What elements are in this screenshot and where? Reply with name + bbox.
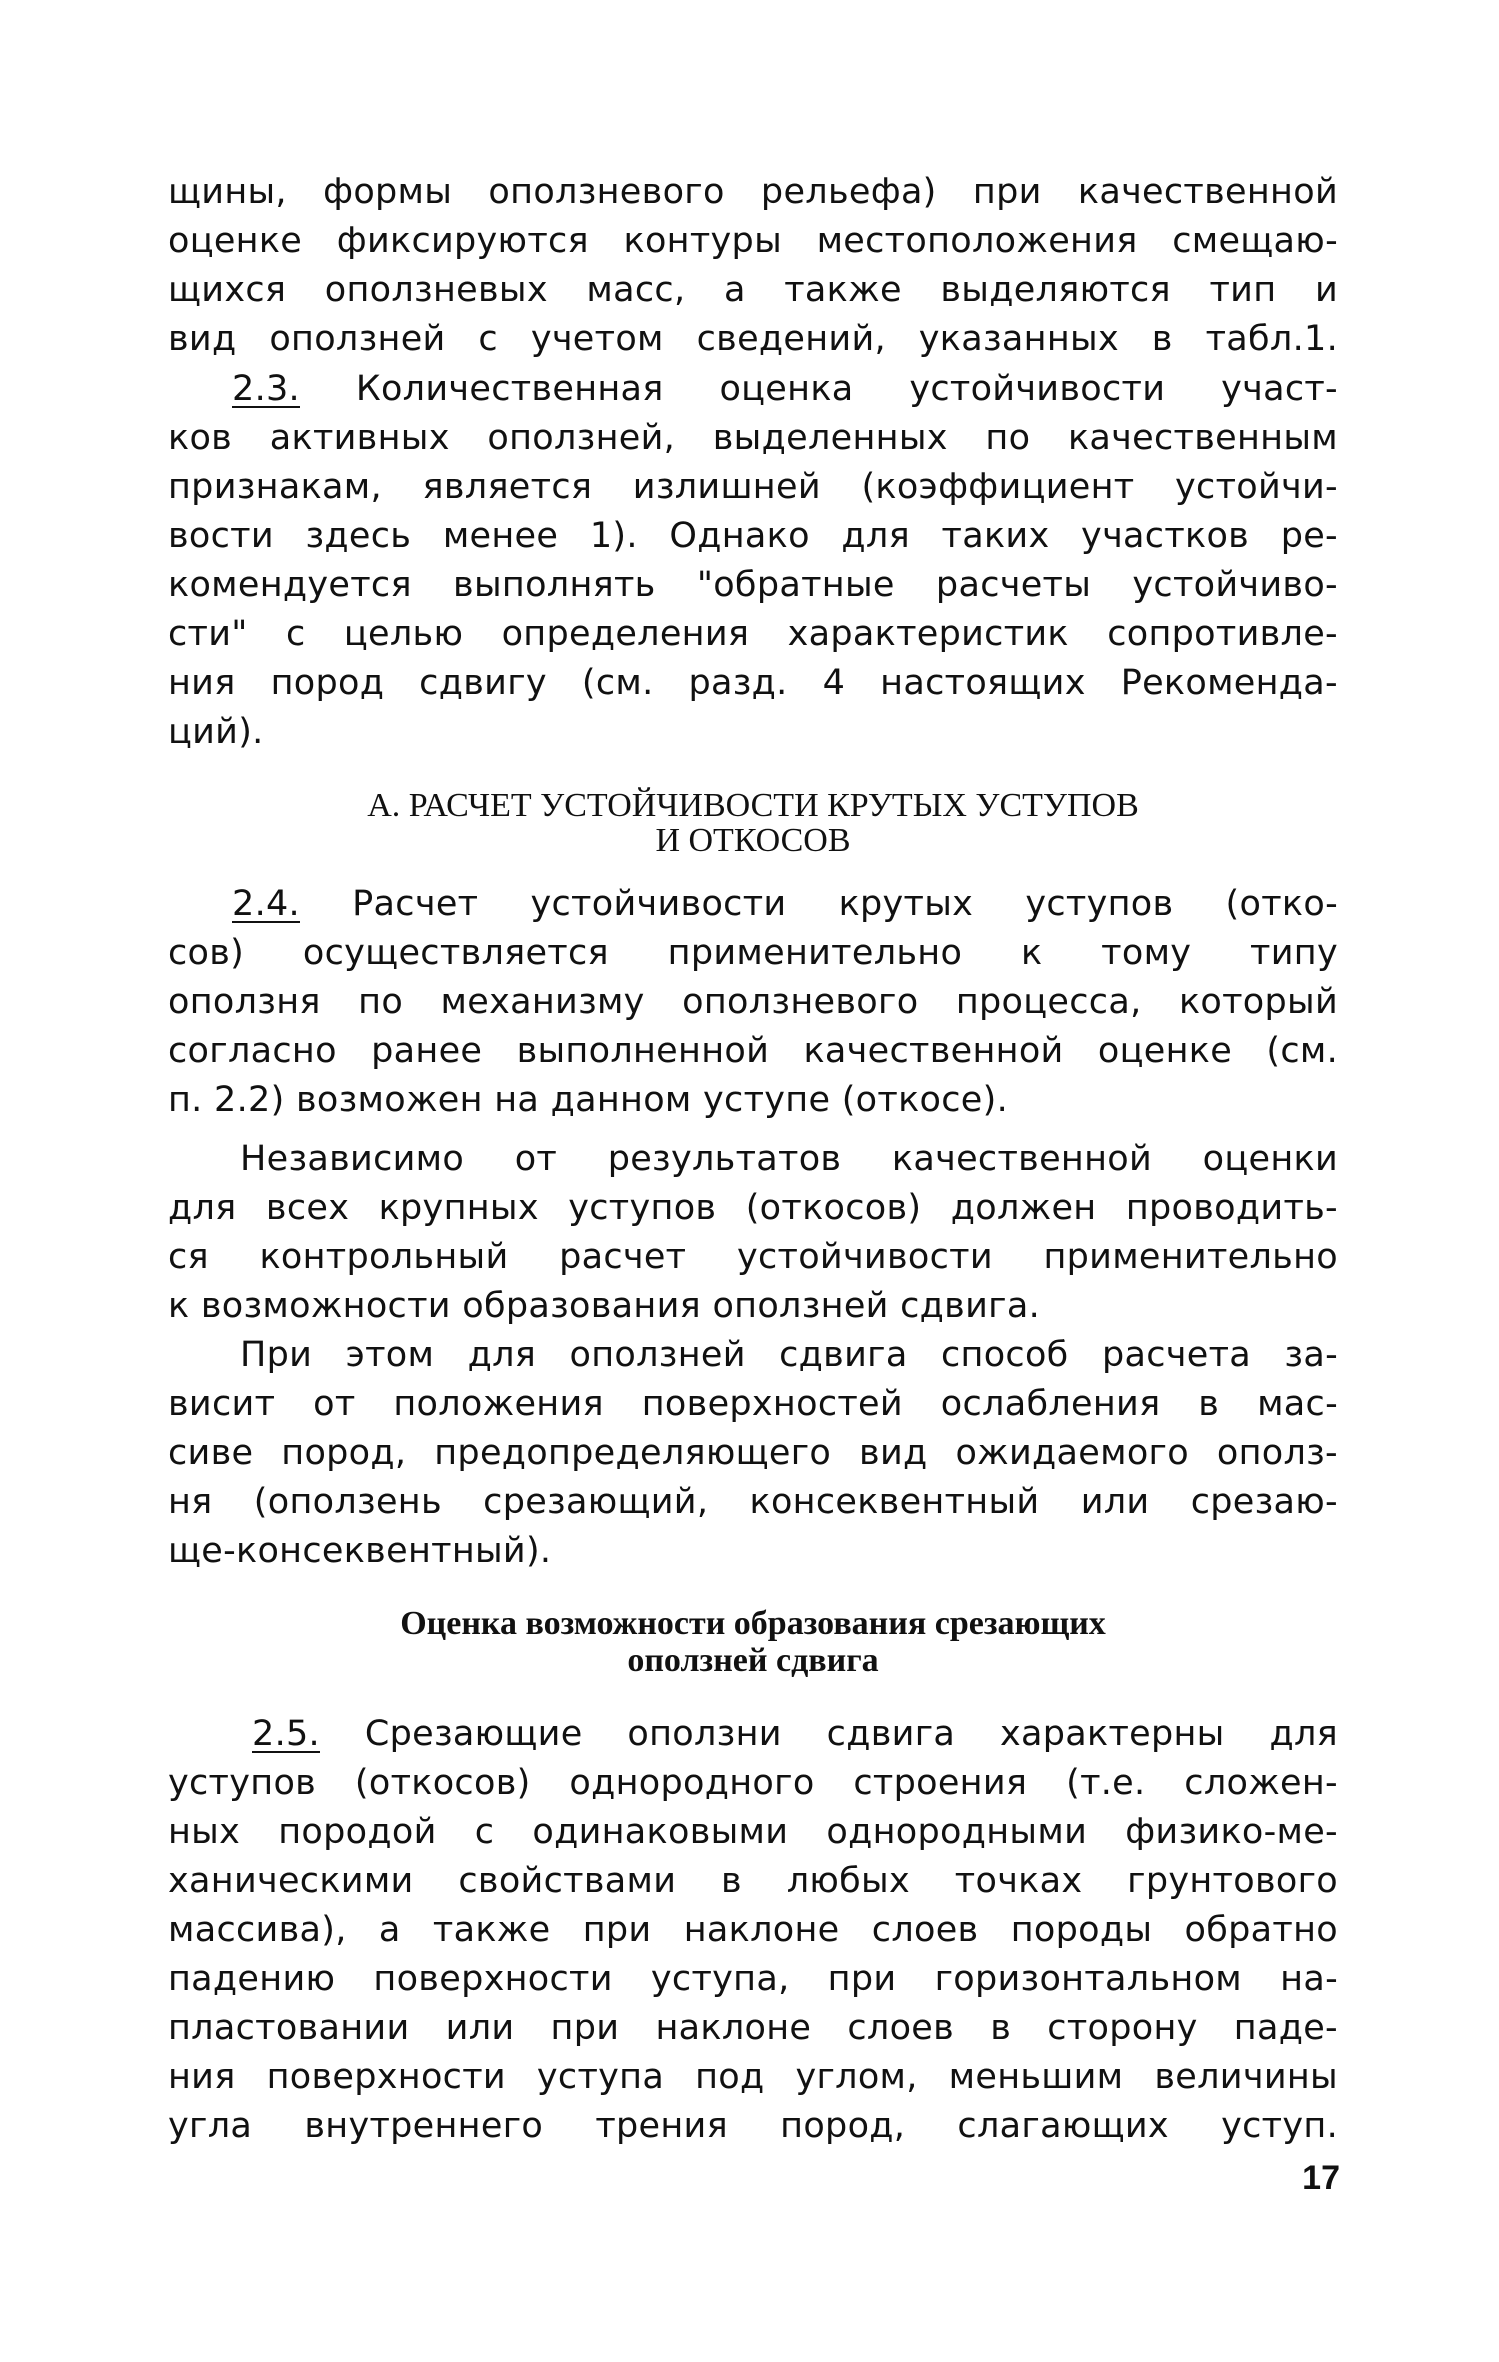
text-line: ханическими свойствами в любых точках грунтового: [168, 1861, 1338, 1901]
text-line: массива), а также при наклоне слоев породы обратно: [168, 1910, 1338, 1950]
text-line: сов) осуществляется применительно к тому типу: [168, 933, 1338, 973]
text-line: ния поверхности уступа под углом, меньшим величины: [168, 2057, 1338, 2097]
paragraph-2-5-first-line: 2.5. Срезающие оползни сдвига характерны для: [252, 1714, 1338, 1754]
text-line: сти" с целью определения характеристик сопротивле-: [168, 614, 1338, 654]
text-line: угла внутреннего трения пород, слагающих уступ.: [168, 2106, 1338, 2146]
text-line: ще-консеквентный).: [168, 1531, 552, 1571]
section-heading-line: А. РАСЧЕТ УСТОЙЧИВОСТИ КРУТЫХ УСТУПОВ: [367, 787, 1139, 824]
text-line: признакам, является излишней (коэффициент устойчи-: [168, 467, 1338, 507]
text-line: пластовании или при наклоне слоев в сторону паде-: [168, 2008, 1338, 2048]
text-line: щины, формы оползневого рельефа) при качественной: [168, 172, 1338, 212]
text-line: висит от положения поверхностей ослабления в мас-: [168, 1384, 1338, 1424]
text-line: ня (оползень срезающий, консеквентный или срезаю-: [168, 1482, 1338, 1522]
text-line: вид оползней с учетом сведений, указанных в табл.1.: [168, 319, 1338, 359]
text-line: согласно ранее выполненной качественной оценке (см.: [168, 1031, 1338, 1071]
page-number: 17: [1302, 2159, 1340, 2197]
text-line: уступов (откосов) однородного строения (т.е. сложен-: [168, 1763, 1338, 1803]
paragraph-2-4-first-line: 2.4. Расчет устойчивости крутых уступов (отко-: [232, 884, 1338, 924]
text-line: ков активных оползней, выделенных по качественным: [168, 418, 1338, 458]
paragraph-2-3-first-line: 2.3. Количественная оценка устойчивости участ-: [232, 369, 1338, 409]
text-line: ся контрольный расчет устойчивости применительно: [168, 1237, 1338, 1277]
text-line: щихся оползневых масс, а также выделяются тип и: [168, 270, 1338, 310]
section-heading-line: оползней сдвига: [627, 1642, 879, 1679]
text-line: вости здесь менее 1). Однако для таких участков ре-: [168, 516, 1338, 556]
text-line: оползня по механизму оползневого процесса, который: [168, 982, 1338, 1022]
section-heading-line: И ОТКОСОВ: [655, 822, 851, 859]
text-line: сиве пород, предопределяющего вид ожидаемого ополз-: [168, 1433, 1338, 1473]
text-line: комендуется выполнять "обратные расчеты устойчиво-: [168, 565, 1338, 605]
text-line: При этом для оползней сдвига способ расчета за-: [240, 1335, 1338, 1375]
paragraph-number: 2.4.: [232, 884, 300, 924]
text-line: оценке фиксируются контуры местоположения смещаю-: [168, 221, 1338, 261]
section-heading-line: Оценка возможности образования срезающих: [400, 1605, 1106, 1642]
paragraph-number: 2.5.: [252, 1714, 320, 1754]
text-line: п. 2.2) возможен на данном уступе (откосе).: [168, 1080, 1008, 1120]
text-line: Независимо от результатов качественной оценки: [240, 1139, 1338, 1179]
text-line: ния пород сдвигу (см. разд. 4 настоящих Рекоменда-: [168, 663, 1338, 703]
text-line: падению поверхности уступа, при горизонтальном на-: [168, 1959, 1338, 1999]
text-line: для всех крупных уступов (откосов) должен проводить-: [168, 1188, 1338, 1228]
text-line: ций).: [168, 712, 264, 752]
paragraph-number: 2.3.: [232, 369, 300, 409]
text-line: к возможности образования оползней сдвига.: [168, 1286, 1040, 1326]
text-line: ных породой с одинаковыми однородными физико-ме-: [168, 1812, 1338, 1852]
